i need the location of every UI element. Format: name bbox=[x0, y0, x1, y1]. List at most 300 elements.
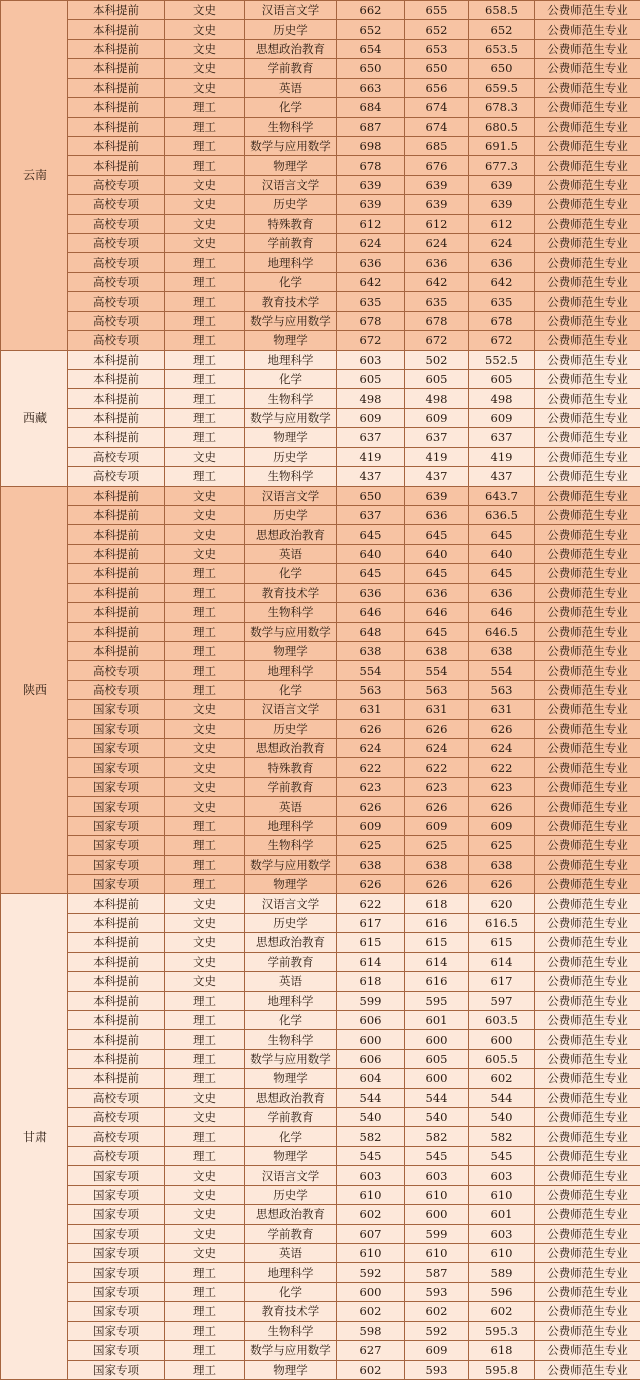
major-cell: 地理科学 bbox=[245, 816, 337, 835]
max-score-cell: 650 bbox=[337, 486, 405, 505]
category-cell: 理工 bbox=[165, 370, 245, 389]
min-score-cell: 652 bbox=[405, 20, 469, 39]
note-cell: 公费师范生专业 bbox=[535, 797, 640, 816]
table-row bbox=[1, 389, 640, 408]
category-cell: 文史 bbox=[165, 195, 245, 214]
batch-cell: 高校专项 bbox=[68, 175, 165, 194]
note-cell: 公费师范生专业 bbox=[535, 777, 640, 796]
table-row bbox=[1, 98, 640, 117]
category-cell: 文史 bbox=[165, 1, 245, 20]
min-score-cell: 614 bbox=[405, 952, 469, 971]
major-cell: 英语 bbox=[245, 797, 337, 816]
batch-cell: 高校专项 bbox=[68, 292, 165, 311]
major-cell: 数学与应用数学 bbox=[245, 408, 337, 427]
major-cell: 生物科学 bbox=[245, 467, 337, 486]
table-row bbox=[1, 505, 640, 524]
note-cell: 公费师范生专业 bbox=[535, 641, 640, 660]
min-score-cell: 612 bbox=[405, 214, 469, 233]
min-score-cell: 646 bbox=[405, 603, 469, 622]
category-cell: 理工 bbox=[165, 253, 245, 272]
major-cell: 数学与应用数学 bbox=[245, 136, 337, 155]
avg-score-cell: 498 bbox=[469, 389, 535, 408]
major-cell: 历史学 bbox=[245, 447, 337, 466]
major-cell: 学前教育 bbox=[245, 777, 337, 796]
category-cell: 文史 bbox=[165, 486, 245, 505]
batch-cell: 高校专项 bbox=[68, 1146, 165, 1165]
note-cell: 公费师范生专业 bbox=[535, 913, 640, 932]
major-cell: 地理科学 bbox=[245, 661, 337, 680]
note-cell: 公费师范生专业 bbox=[535, 253, 640, 272]
max-score-cell: 598 bbox=[337, 1321, 405, 1340]
major-cell: 汉语言文学 bbox=[245, 486, 337, 505]
note-cell: 公费师范生专业 bbox=[535, 1127, 640, 1146]
category-cell: 理工 bbox=[165, 1282, 245, 1301]
category-cell: 文史 bbox=[165, 1224, 245, 1243]
major-cell: 特殊教育 bbox=[245, 214, 337, 233]
max-score-cell: 637 bbox=[337, 505, 405, 524]
avg-score-cell: 643.7 bbox=[469, 486, 535, 505]
avg-score-cell: 609 bbox=[469, 408, 535, 427]
category-cell: 理工 bbox=[165, 991, 245, 1010]
min-score-cell: 623 bbox=[405, 777, 469, 796]
table-row bbox=[1, 350, 640, 369]
max-score-cell: 636 bbox=[337, 583, 405, 602]
note-cell: 公费师范生专业 bbox=[535, 1185, 640, 1204]
min-score-cell: 610 bbox=[405, 1185, 469, 1204]
batch-cell: 本科提前 bbox=[68, 583, 165, 602]
batch-cell: 本科提前 bbox=[68, 505, 165, 524]
max-score-cell: 437 bbox=[337, 467, 405, 486]
max-score-cell: 639 bbox=[337, 195, 405, 214]
min-score-cell: 653 bbox=[405, 39, 469, 58]
note-cell: 公费师范生专业 bbox=[535, 894, 640, 913]
note-cell: 公费师范生专业 bbox=[535, 467, 640, 486]
batch-cell: 本科提前 bbox=[68, 136, 165, 155]
avg-score-cell: 626 bbox=[469, 874, 535, 893]
avg-score-cell: 419 bbox=[469, 447, 535, 466]
province-cell: 西藏 bbox=[1, 350, 68, 486]
avg-score-cell: 672 bbox=[469, 331, 535, 350]
note-cell: 公费师范生专业 bbox=[535, 311, 640, 330]
category-cell: 文史 bbox=[165, 933, 245, 952]
table-row bbox=[1, 331, 640, 350]
min-score-cell: 609 bbox=[405, 408, 469, 427]
category-cell: 文史 bbox=[165, 894, 245, 913]
batch-cell: 本科提前 bbox=[68, 59, 165, 78]
min-score-cell: 624 bbox=[405, 739, 469, 758]
major-cell: 学前教育 bbox=[245, 59, 337, 78]
batch-cell: 本科提前 bbox=[68, 603, 165, 622]
category-cell: 理工 bbox=[165, 292, 245, 311]
avg-score-cell: 437 bbox=[469, 467, 535, 486]
batch-cell: 高校专项 bbox=[68, 331, 165, 350]
min-score-cell: 595 bbox=[405, 991, 469, 1010]
avg-score-cell: 603.5 bbox=[469, 1010, 535, 1029]
note-cell: 公费师范生专业 bbox=[535, 1321, 640, 1340]
batch-cell: 本科提前 bbox=[68, 370, 165, 389]
note-cell: 公费师范生专业 bbox=[535, 505, 640, 524]
avg-score-cell: 602 bbox=[469, 1069, 535, 1088]
table-row bbox=[1, 972, 640, 991]
note-cell: 公费师范生专业 bbox=[535, 1302, 640, 1321]
table-row bbox=[1, 311, 640, 330]
batch-cell: 国家专项 bbox=[68, 797, 165, 816]
batch-cell: 国家专项 bbox=[68, 1282, 165, 1301]
max-score-cell: 540 bbox=[337, 1108, 405, 1127]
major-cell: 思想政治教育 bbox=[245, 525, 337, 544]
major-cell: 英语 bbox=[245, 78, 337, 97]
avg-score-cell: 617 bbox=[469, 972, 535, 991]
note-cell: 公费师范生专业 bbox=[535, 933, 640, 952]
table-row bbox=[1, 719, 640, 738]
avg-score-cell: 624 bbox=[469, 234, 535, 253]
category-cell: 理工 bbox=[165, 583, 245, 602]
min-score-cell: 593 bbox=[405, 1282, 469, 1301]
min-score-cell: 540 bbox=[405, 1108, 469, 1127]
avg-score-cell: 678.3 bbox=[469, 98, 535, 117]
min-score-cell: 639 bbox=[405, 175, 469, 194]
note-cell: 公费师范生专业 bbox=[535, 78, 640, 97]
batch-cell: 高校专项 bbox=[68, 1127, 165, 1146]
table-row bbox=[1, 1360, 640, 1379]
batch-cell: 高校专项 bbox=[68, 272, 165, 291]
batch-cell: 本科提前 bbox=[68, 78, 165, 97]
category-cell: 文史 bbox=[165, 78, 245, 97]
min-score-cell: 602 bbox=[405, 1302, 469, 1321]
major-cell: 生物科学 bbox=[245, 836, 337, 855]
batch-cell: 国家专项 bbox=[68, 1321, 165, 1340]
category-cell: 文史 bbox=[165, 1166, 245, 1185]
table-row bbox=[1, 1282, 640, 1301]
batch-cell: 本科提前 bbox=[68, 622, 165, 641]
major-cell: 汉语言文学 bbox=[245, 175, 337, 194]
batch-cell: 本科提前 bbox=[68, 39, 165, 58]
category-cell: 理工 bbox=[165, 661, 245, 680]
max-score-cell: 626 bbox=[337, 874, 405, 893]
min-score-cell: 545 bbox=[405, 1146, 469, 1165]
table-row bbox=[1, 292, 640, 311]
batch-cell: 高校专项 bbox=[68, 680, 165, 699]
avg-score-cell: 636.5 bbox=[469, 505, 535, 524]
avg-score-cell: 540 bbox=[469, 1108, 535, 1127]
table-row bbox=[1, 739, 640, 758]
avg-score-cell: 640 bbox=[469, 544, 535, 563]
max-score-cell: 615 bbox=[337, 933, 405, 952]
avg-score-cell: 596 bbox=[469, 1282, 535, 1301]
min-score-cell: 600 bbox=[405, 1069, 469, 1088]
min-score-cell: 616 bbox=[405, 913, 469, 932]
note-cell: 公费师范生专业 bbox=[535, 1069, 640, 1088]
batch-cell: 本科提前 bbox=[68, 98, 165, 117]
category-cell: 理工 bbox=[165, 408, 245, 427]
avg-score-cell: 639 bbox=[469, 175, 535, 194]
major-cell: 历史学 bbox=[245, 1185, 337, 1204]
major-cell: 生物科学 bbox=[245, 389, 337, 408]
note-cell: 公费师范生专业 bbox=[535, 175, 640, 194]
major-cell: 地理科学 bbox=[245, 350, 337, 369]
max-score-cell: 602 bbox=[337, 1360, 405, 1379]
major-cell: 化学 bbox=[245, 370, 337, 389]
note-cell: 公费师范生专业 bbox=[535, 719, 640, 738]
note-cell: 公费师范生专业 bbox=[535, 350, 640, 369]
max-score-cell: 678 bbox=[337, 311, 405, 330]
min-score-cell: 639 bbox=[405, 195, 469, 214]
max-score-cell: 698 bbox=[337, 136, 405, 155]
min-score-cell: 605 bbox=[405, 1049, 469, 1068]
major-cell: 学前教育 bbox=[245, 1224, 337, 1243]
batch-cell: 国家专项 bbox=[68, 739, 165, 758]
table-row bbox=[1, 544, 640, 563]
note-cell: 公费师范生专业 bbox=[535, 214, 640, 233]
max-score-cell: 627 bbox=[337, 1341, 405, 1360]
major-cell: 化学 bbox=[245, 1010, 337, 1029]
major-cell: 汉语言文学 bbox=[245, 1166, 337, 1185]
category-cell: 理工 bbox=[165, 428, 245, 447]
major-cell: 汉语言文学 bbox=[245, 1, 337, 20]
category-cell: 文史 bbox=[165, 175, 245, 194]
max-score-cell: 612 bbox=[337, 214, 405, 233]
major-cell: 数学与应用数学 bbox=[245, 622, 337, 641]
max-score-cell: 544 bbox=[337, 1088, 405, 1107]
category-cell: 理工 bbox=[165, 1321, 245, 1340]
batch-cell: 国家专项 bbox=[68, 855, 165, 874]
avg-score-cell: 646.5 bbox=[469, 622, 535, 641]
min-score-cell: 638 bbox=[405, 855, 469, 874]
note-cell: 公费师范生专业 bbox=[535, 1205, 640, 1224]
batch-cell: 本科提前 bbox=[68, 913, 165, 932]
batch-cell: 高校专项 bbox=[68, 234, 165, 253]
batch-cell: 高校专项 bbox=[68, 311, 165, 330]
min-score-cell: 603 bbox=[405, 1166, 469, 1185]
avg-score-cell: 603 bbox=[469, 1166, 535, 1185]
min-score-cell: 615 bbox=[405, 933, 469, 952]
min-score-cell: 600 bbox=[405, 1030, 469, 1049]
category-cell: 文史 bbox=[165, 59, 245, 78]
batch-cell: 高校专项 bbox=[68, 1108, 165, 1127]
major-cell: 汉语言文学 bbox=[245, 700, 337, 719]
table-row bbox=[1, 816, 640, 835]
category-cell: 文史 bbox=[165, 20, 245, 39]
table-row bbox=[1, 486, 640, 505]
table-row bbox=[1, 564, 640, 583]
table-row bbox=[1, 408, 640, 427]
major-cell: 数学与应用数学 bbox=[245, 1341, 337, 1360]
table-row bbox=[1, 117, 640, 136]
note-cell: 公费师范生专业 bbox=[535, 680, 640, 699]
table-row bbox=[1, 913, 640, 932]
category-cell: 文史 bbox=[165, 913, 245, 932]
note-cell: 公费师范生专业 bbox=[535, 1049, 640, 1068]
category-cell: 文史 bbox=[165, 777, 245, 796]
note-cell: 公费师范生专业 bbox=[535, 836, 640, 855]
avg-score-cell: 659.5 bbox=[469, 78, 535, 97]
avg-score-cell: 616.5 bbox=[469, 913, 535, 932]
major-cell: 生物科学 bbox=[245, 117, 337, 136]
batch-cell: 国家专项 bbox=[68, 1263, 165, 1282]
note-cell: 公费师范生专业 bbox=[535, 622, 640, 641]
avg-score-cell: 552.5 bbox=[469, 350, 535, 369]
category-cell: 理工 bbox=[165, 1010, 245, 1029]
avg-score-cell: 646 bbox=[469, 603, 535, 622]
table-row bbox=[1, 156, 640, 175]
min-score-cell: 656 bbox=[405, 78, 469, 97]
min-score-cell: 624 bbox=[405, 234, 469, 253]
table-row bbox=[1, 894, 640, 913]
max-score-cell: 626 bbox=[337, 797, 405, 816]
max-score-cell: 640 bbox=[337, 544, 405, 563]
major-cell: 地理科学 bbox=[245, 991, 337, 1010]
category-cell: 理工 bbox=[165, 389, 245, 408]
table-row bbox=[1, 1244, 640, 1263]
max-score-cell: 624 bbox=[337, 739, 405, 758]
max-score-cell: 605 bbox=[337, 370, 405, 389]
category-cell: 理工 bbox=[165, 622, 245, 641]
batch-cell: 本科提前 bbox=[68, 156, 165, 175]
province-cell: 陕西 bbox=[1, 486, 68, 894]
batch-cell: 本科提前 bbox=[68, 1049, 165, 1068]
table-row bbox=[1, 1088, 640, 1107]
note-cell: 公费师范生专业 bbox=[535, 370, 640, 389]
batch-cell: 本科提前 bbox=[68, 991, 165, 1010]
note-cell: 公费师范生专业 bbox=[535, 1166, 640, 1185]
avg-score-cell: 678 bbox=[469, 311, 535, 330]
batch-cell: 本科提前 bbox=[68, 1010, 165, 1029]
note-cell: 公费师范生专业 bbox=[535, 603, 640, 622]
avg-score-cell: 635 bbox=[469, 292, 535, 311]
batch-cell: 本科提前 bbox=[68, 564, 165, 583]
min-score-cell: 637 bbox=[405, 428, 469, 447]
major-cell: 汉语言文学 bbox=[245, 894, 337, 913]
category-cell: 理工 bbox=[165, 874, 245, 893]
batch-cell: 高校专项 bbox=[68, 1088, 165, 1107]
note-cell: 公费师范生专业 bbox=[535, 389, 640, 408]
note-cell: 公费师范生专业 bbox=[535, 272, 640, 291]
batch-cell: 国家专项 bbox=[68, 719, 165, 738]
major-cell: 历史学 bbox=[245, 913, 337, 932]
min-score-cell: 600 bbox=[405, 1205, 469, 1224]
min-score-cell: 685 bbox=[405, 136, 469, 155]
major-cell: 生物科学 bbox=[245, 1321, 337, 1340]
max-score-cell: 672 bbox=[337, 331, 405, 350]
avg-score-cell: 642 bbox=[469, 272, 535, 291]
min-score-cell: 582 bbox=[405, 1127, 469, 1146]
major-cell: 英语 bbox=[245, 544, 337, 563]
note-cell: 公费师范生专业 bbox=[535, 874, 640, 893]
max-score-cell: 623 bbox=[337, 777, 405, 796]
major-cell: 思想政治教育 bbox=[245, 933, 337, 952]
note-cell: 公费师范生专业 bbox=[535, 952, 640, 971]
max-score-cell: 614 bbox=[337, 952, 405, 971]
max-score-cell: 606 bbox=[337, 1049, 405, 1068]
table-row bbox=[1, 603, 640, 622]
major-cell: 教育技术学 bbox=[245, 583, 337, 602]
note-cell: 公费师范生专业 bbox=[535, 408, 640, 427]
avg-score-cell: 612 bbox=[469, 214, 535, 233]
note-cell: 公费师范生专业 bbox=[535, 156, 640, 175]
category-cell: 理工 bbox=[165, 1049, 245, 1068]
max-score-cell: 618 bbox=[337, 972, 405, 991]
category-cell: 文史 bbox=[165, 972, 245, 991]
min-score-cell: 635 bbox=[405, 292, 469, 311]
major-cell: 物理学 bbox=[245, 156, 337, 175]
batch-cell: 国家专项 bbox=[68, 1205, 165, 1224]
max-score-cell: 636 bbox=[337, 253, 405, 272]
table-row bbox=[1, 874, 640, 893]
table-row bbox=[1, 39, 640, 58]
table-row bbox=[1, 78, 640, 97]
min-score-cell: 587 bbox=[405, 1263, 469, 1282]
note-cell: 公费师范生专业 bbox=[535, 98, 640, 117]
table-row bbox=[1, 467, 640, 486]
category-cell: 文史 bbox=[165, 797, 245, 816]
avg-score-cell: 622 bbox=[469, 758, 535, 777]
category-cell: 理工 bbox=[165, 331, 245, 350]
major-cell: 英语 bbox=[245, 972, 337, 991]
max-score-cell: 602 bbox=[337, 1205, 405, 1224]
major-cell: 教育技术学 bbox=[245, 292, 337, 311]
major-cell: 物理学 bbox=[245, 641, 337, 660]
max-score-cell: 626 bbox=[337, 719, 405, 738]
table-row bbox=[1, 700, 640, 719]
category-cell: 文史 bbox=[165, 1185, 245, 1204]
max-score-cell: 663 bbox=[337, 78, 405, 97]
min-score-cell: 544 bbox=[405, 1088, 469, 1107]
note-cell: 公费师范生专业 bbox=[535, 564, 640, 583]
table-row bbox=[1, 253, 640, 272]
avg-score-cell: 636 bbox=[469, 583, 535, 602]
min-score-cell: 674 bbox=[405, 117, 469, 136]
min-score-cell: 601 bbox=[405, 1010, 469, 1029]
min-score-cell: 437 bbox=[405, 467, 469, 486]
min-score-cell: 592 bbox=[405, 1321, 469, 1340]
major-cell: 化学 bbox=[245, 680, 337, 699]
table-row bbox=[1, 1321, 640, 1340]
major-cell: 物理学 bbox=[245, 1146, 337, 1165]
category-cell: 理工 bbox=[165, 117, 245, 136]
major-cell: 物理学 bbox=[245, 428, 337, 447]
major-cell: 化学 bbox=[245, 1282, 337, 1301]
note-cell: 公费师范生专业 bbox=[535, 525, 640, 544]
category-cell: 文史 bbox=[165, 234, 245, 253]
note-cell: 公费师范生专业 bbox=[535, 1360, 640, 1379]
max-score-cell: 607 bbox=[337, 1224, 405, 1243]
avg-score-cell: 623 bbox=[469, 777, 535, 796]
table-row bbox=[1, 952, 640, 971]
max-score-cell: 498 bbox=[337, 389, 405, 408]
table-row bbox=[1, 1, 640, 20]
note-cell: 公费师范生专业 bbox=[535, 758, 640, 777]
major-cell: 历史学 bbox=[245, 195, 337, 214]
note-cell: 公费师范生专业 bbox=[535, 1088, 640, 1107]
table-row bbox=[1, 1127, 640, 1146]
avg-score-cell: 691.5 bbox=[469, 136, 535, 155]
batch-cell: 本科提前 bbox=[68, 525, 165, 544]
min-score-cell: 636 bbox=[405, 253, 469, 272]
batch-cell: 本科提前 bbox=[68, 117, 165, 136]
min-score-cell: 609 bbox=[405, 1341, 469, 1360]
major-cell: 历史学 bbox=[245, 719, 337, 738]
min-score-cell: 645 bbox=[405, 525, 469, 544]
category-cell: 文史 bbox=[165, 719, 245, 738]
avg-score-cell: 610 bbox=[469, 1185, 535, 1204]
batch-cell: 本科提前 bbox=[68, 544, 165, 563]
batch-cell: 本科提前 bbox=[68, 894, 165, 913]
max-score-cell: 603 bbox=[337, 350, 405, 369]
max-score-cell: 678 bbox=[337, 156, 405, 175]
note-cell: 公费师范生专业 bbox=[535, 700, 640, 719]
category-cell: 理工 bbox=[165, 1341, 245, 1360]
avg-score-cell: 680.5 bbox=[469, 117, 535, 136]
